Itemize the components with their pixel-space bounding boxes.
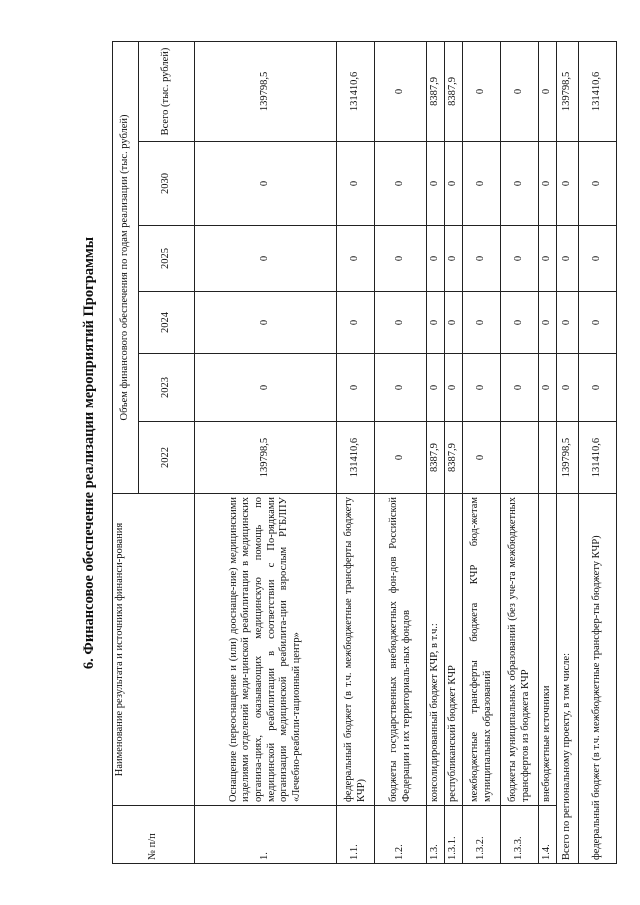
cell-total: 139798,5 (557, 41, 579, 141)
cell-2022 (501, 422, 539, 494)
cell-2025: 0 (501, 226, 539, 292)
header-year-2024: 2024 (139, 292, 195, 354)
cell-total: 139798,5 (195, 41, 337, 141)
cell-2025: 0 (195, 226, 337, 292)
header-volume: Объем финансового обеспечения по годам реализации (тыс. рублей) (113, 41, 139, 493)
cell-2025: 0 (539, 226, 557, 292)
cell-2022: 8387,9 (445, 422, 463, 494)
row-num: 1.3.2. (463, 806, 501, 864)
table-row (501, 41, 539, 863)
row-name: бюджеты муниципальных образований (без уче-та межбюджетных трансфертов из бюджета КЧР (501, 494, 539, 806)
cell-total: 8387,9 (427, 41, 445, 141)
table-row (427, 41, 445, 863)
cell-2023: 0 (375, 354, 427, 422)
cell-2022: 139798,5 (195, 422, 337, 494)
table-row (375, 41, 427, 863)
cell-2025: 0 (337, 226, 375, 292)
row-num: 1.3.1. (445, 806, 463, 864)
header-name: Наименование результата и источники финанси-рования (113, 494, 195, 806)
cell-2024: 0 (579, 292, 617, 354)
cell-2025: 0 (463, 226, 501, 292)
row-name: Оснащение (переоснащение и (или) дооснаще-ние) медицинскими изделиями отделений меди-цинской реабилитации в медицинских организа-циях, оказывающих медицинскую помощь по медицинской реабилитации в соответствии с По-рядками организации медицинской реабилита-ции взрослым РГБЛПУ «Лечебно-реабили-тационный центр» (195, 494, 337, 806)
summary-row-total (557, 41, 579, 863)
header-total: Всего (тыс. рублей) (139, 41, 195, 141)
cell-2030: 0 (195, 142, 337, 226)
cell-2030: 0 (539, 142, 557, 226)
cell-2022: 0 (375, 422, 427, 494)
cell-2022: 0 (463, 422, 501, 494)
cell-total: 131410,6 (337, 41, 375, 141)
row-name: бюджеты государственных внебюджетных фон-дов Российской Федерации и их территориаль-ных фондов (375, 494, 427, 806)
cell-2024: 0 (539, 292, 557, 354)
cell-2025: 0 (427, 226, 445, 292)
cell-2030: 0 (501, 142, 539, 226)
cell-2025: 0 (557, 226, 579, 292)
cell-2024: 0 (337, 292, 375, 354)
cell-2024: 0 (375, 292, 427, 354)
cell-2030: 0 (445, 142, 463, 226)
cell-2024: 0 (195, 292, 337, 354)
section-title: 6. Финансовое обеспечение реализации мероприятий Программы (81, 236, 97, 670)
cell-2022 (539, 422, 557, 494)
cell-total: 0 (539, 41, 557, 141)
cell-total: 0 (375, 41, 427, 141)
rotated-content (74, 36, 606, 870)
table-row (195, 41, 337, 863)
row-name: федеральный бюджет (в т.ч. межбюджетные трансферты бюджету КЧР) (337, 494, 375, 806)
header-row-1 (113, 41, 139, 863)
cell-2022: 131410,6 (579, 422, 617, 494)
header-num: № п/п (113, 806, 195, 864)
cell-2023: 0 (557, 354, 579, 422)
row-num: 1.3. (427, 806, 445, 864)
cell-2023: 0 (539, 354, 557, 422)
cell-2024: 0 (557, 292, 579, 354)
row-num: 1.2. (375, 806, 427, 864)
table-row (445, 41, 463, 863)
cell-2023: 0 (195, 354, 337, 422)
cell-2023: 0 (445, 354, 463, 422)
cell-total: 8387,9 (445, 41, 463, 141)
row-name: республиканский бюджет КЧР (445, 494, 463, 806)
cell-2023: 0 (501, 354, 539, 422)
header-year-2023: 2023 (139, 354, 195, 422)
table-row (337, 41, 375, 863)
cell-2030: 0 (463, 142, 501, 226)
cell-2024: 0 (463, 292, 501, 354)
row-num: 1.4. (539, 806, 557, 864)
summary-name: федеральный бюджет (в т.ч. межбюджетные трансфер-ты бюджету КЧР) (579, 494, 617, 864)
row-name: консолидированный бюджет КЧР, в т.ч.: (427, 494, 445, 806)
cell-2025: 0 (375, 226, 427, 292)
cell-2024: 0 (501, 292, 539, 354)
cell-2022: 139798,5 (557, 422, 579, 494)
cell-2030: 0 (375, 142, 427, 226)
row-num: 1.1. (337, 806, 375, 864)
summary-name: Всего по региональному проекту, в том числе: (557, 494, 579, 864)
cell-total: 131410,6 (579, 41, 617, 141)
cell-2023: 0 (337, 354, 375, 422)
cell-2023: 0 (427, 354, 445, 422)
cell-2024: 0 (427, 292, 445, 354)
cell-2024: 0 (445, 292, 463, 354)
cell-2022: 8387,9 (427, 422, 445, 494)
summary-row-federal (579, 41, 617, 863)
cell-2023: 0 (463, 354, 501, 422)
header-year-2025: 2025 (139, 226, 195, 292)
financing-table (112, 41, 617, 864)
cell-2030: 0 (427, 142, 445, 226)
cell-2030: 0 (337, 142, 375, 226)
cell-2022: 131410,6 (337, 422, 375, 494)
cell-2025: 0 (579, 226, 617, 292)
row-num: 1. (195, 806, 337, 864)
cell-2030: 0 (557, 142, 579, 226)
table-row (463, 41, 501, 863)
table-row (539, 41, 557, 863)
cell-total: 0 (463, 41, 501, 141)
row-name: внебюджетные источники (539, 494, 557, 806)
cell-2030: 0 (579, 142, 617, 226)
row-name: межбюджетные трансферты бюджета КЧР бюд-жетам муниципальных образований (463, 494, 501, 806)
cell-2025: 0 (445, 226, 463, 292)
row-num: 1.3.3. (501, 806, 539, 864)
header-year-2030: 2030 (139, 142, 195, 226)
cell-total: 0 (501, 41, 539, 141)
cell-2023: 0 (579, 354, 617, 422)
header-year-2022: 2022 (139, 422, 195, 494)
